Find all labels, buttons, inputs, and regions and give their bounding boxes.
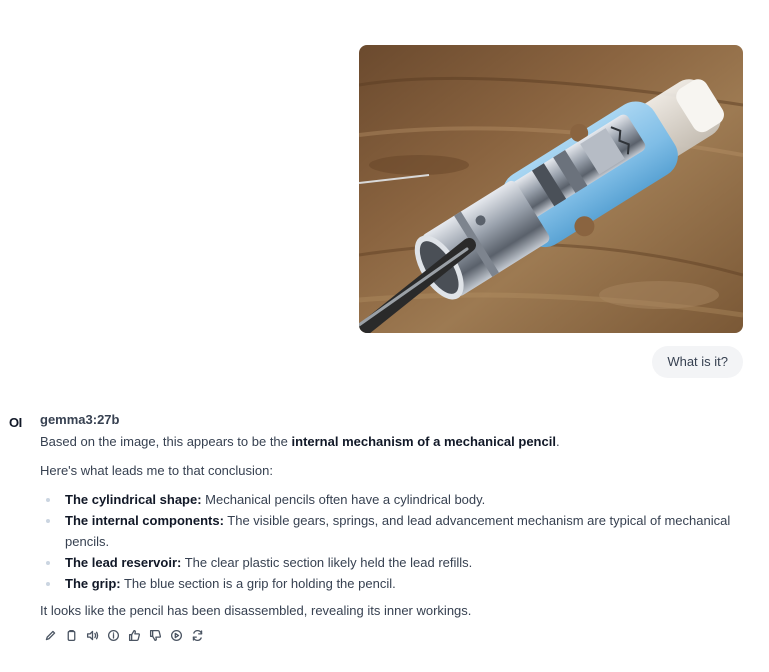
assistant-message [40, 411, 740, 644]
info-icon [107, 629, 120, 642]
continue-button[interactable] [168, 627, 185, 644]
list-item [40, 510, 740, 552]
thumbs-up-button[interactable] [126, 627, 143, 644]
thumbs-down-icon [149, 629, 162, 642]
list-item-text: The visible gears, springs, and lead advancement mechanism are typical of mechanical pencils. [65, 513, 731, 549]
user-message-bubble: What is it? [652, 346, 743, 378]
outro-paragraph: It looks like the pencil has been disassembled, revealing its inner workings. [40, 603, 472, 618]
pencil-photo [359, 45, 743, 333]
list-item-text: The blue section is a grip for holding the pencil. [120, 576, 396, 591]
list-item [40, 489, 740, 510]
list-item [40, 552, 740, 573]
thumbs-down-button[interactable] [147, 627, 164, 644]
user-image-attachment[interactable] [359, 45, 743, 333]
edit-button[interactable] [42, 627, 59, 644]
list-item-text: The clear plastic section likely held the lead refills. [181, 555, 473, 570]
regenerate-button[interactable] [189, 627, 206, 644]
assistant-avatar: OI [9, 415, 22, 430]
copy-button[interactable] [63, 627, 80, 644]
intro-prefix: Based on the image, this appears to be the [40, 434, 292, 449]
reasons-list [40, 489, 740, 594]
intro-suffix: . [555, 434, 560, 449]
model-name: gemma3:27b [40, 412, 120, 427]
edit-icon [44, 629, 57, 642]
list-item-text: Mechanical pencils often have a cylindrical body. [201, 492, 486, 507]
continue-icon [170, 629, 183, 642]
info-button[interactable] [105, 627, 122, 644]
list-item-title: The cylindrical shape: [65, 492, 202, 507]
list-item [40, 573, 740, 594]
list-item-title: The lead reservoir: [65, 555, 182, 570]
thumbs-up-icon [128, 629, 141, 642]
list-item-title: The internal components: [65, 513, 224, 528]
regenerate-icon [191, 629, 204, 642]
read-aloud-button[interactable] [84, 627, 101, 644]
read-aloud-icon [86, 629, 99, 642]
lead-in-paragraph: Here's what leads me to that conclusion: [40, 463, 273, 478]
copy-icon [65, 629, 78, 642]
list-item-title: The grip: [65, 576, 121, 591]
intro-bold: internal mechanism of a mechanical pencil [291, 434, 556, 449]
intro-paragraph [40, 431, 740, 452]
message-actions [42, 627, 740, 644]
